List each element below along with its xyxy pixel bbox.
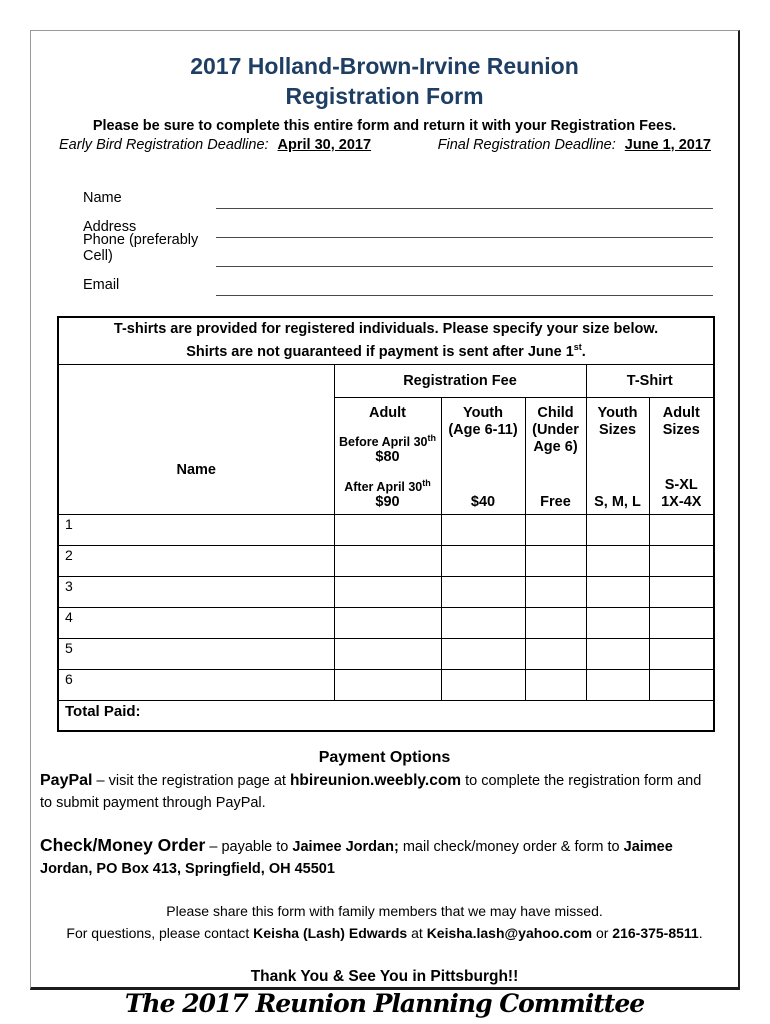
adult-before-price-block: Before April 30th $80	[339, 433, 436, 466]
contact-phone: 216-375-8511	[612, 924, 699, 941]
form-title-line1: 2017 Holland-Brown-Irvine Reunion	[190, 53, 579, 79]
form-page	[30, 30, 740, 1019]
final-deadline-label: Final Registration Deadline:	[437, 137, 616, 153]
final-deadline	[438, 137, 711, 153]
name-field-row	[31, 180, 738, 209]
payee-name: Jaimee Jordan;	[292, 839, 399, 856]
adult-sizes-title: Adult Sizes	[662, 404, 700, 438]
early-deadline-label: Early Bird Registration Deadline:	[59, 137, 269, 153]
table-row	[58, 576, 714, 607]
tshirt-note	[58, 317, 714, 364]
youth-size-cell[interactable]	[586, 514, 649, 545]
email-field-label: Email	[83, 277, 120, 293]
adult-fee-cell[interactable]	[334, 638, 441, 669]
row-number[interactable]: 5	[58, 638, 334, 669]
youth-size-cell[interactable]	[586, 607, 649, 638]
adult-size-cell[interactable]	[649, 669, 714, 700]
registration-table	[57, 316, 715, 732]
youth-sizes-header	[586, 397, 649, 514]
registration-site-link[interactable]: hbireunion.weebly.com	[289, 772, 462, 790]
adult-fee-cell[interactable]	[334, 607, 441, 638]
row-number[interactable]: 4	[58, 607, 334, 638]
paypal-paragraph: PayPal – visit the registration page at hbireunion.weebly.com to complete the registration form and to submit payment through PayPal.	[40, 772, 702, 811]
youth-sizes-value: S, M, L	[594, 493, 641, 510]
name-field-label: Name	[83, 190, 122, 206]
table-row	[58, 607, 714, 638]
phone-field-line[interactable]	[216, 243, 713, 267]
child-fee-cell[interactable]	[525, 607, 586, 638]
adult-size-cell[interactable]	[649, 638, 714, 669]
child-fee-price: Free	[540, 493, 571, 510]
address-field-label: Address	[83, 219, 137, 235]
form-title-line2: Registration Form	[285, 83, 484, 109]
table-row	[58, 638, 714, 669]
adult-size-cell[interactable]	[649, 545, 714, 576]
tshirt-group-header: T-Shirt	[586, 364, 714, 397]
youth-fee-title-block: Youth (Age 6-11)	[448, 404, 518, 438]
contact-email[interactable]: Keisha.lash@yahoo.com	[426, 924, 593, 941]
address-field-line[interactable]	[216, 214, 713, 238]
adult-sizes-header	[649, 397, 714, 514]
tshirt-note-row	[58, 317, 714, 364]
table-row	[58, 514, 714, 545]
table-row	[58, 669, 714, 700]
youth-fee-header	[441, 397, 525, 514]
row-number[interactable]: 2	[58, 545, 334, 576]
total-paid-label[interactable]: Total Paid:	[58, 700, 714, 731]
adult-fee-header	[334, 397, 441, 514]
registration-fee-group-header: Registration Fee	[334, 364, 586, 397]
child-fee-title-block: Child (Under Age 6)	[532, 404, 579, 455]
adult-fee-cell[interactable]	[334, 545, 441, 576]
deadlines-row	[31, 137, 738, 153]
check-lead: Check/Money Order	[40, 835, 206, 856]
youth-size-cell[interactable]	[586, 669, 649, 700]
paypal-lead: PayPal	[40, 772, 93, 790]
row-number[interactable]: 6	[58, 669, 334, 700]
tshirt-note-line1: T-shirts are provided for registered individuals. Please specify your size below.	[113, 321, 659, 337]
adult-sizes-value: S-XL 1X-4X	[661, 476, 702, 510]
thank-you-text: Thank You & See You in Pittsburgh!!	[250, 968, 519, 986]
youth-size-cell[interactable]	[586, 638, 649, 669]
adult-size-cell[interactable]	[649, 576, 714, 607]
youth-fee-price: $40	[470, 493, 496, 510]
youth-fee-cell[interactable]	[441, 638, 525, 669]
table-row	[58, 545, 714, 576]
early-deadline-date: April 30, 2017	[277, 137, 372, 153]
adult-fee-cell[interactable]	[334, 576, 441, 607]
row-number[interactable]: 1	[58, 514, 334, 545]
group-header-row	[58, 364, 714, 397]
name-field-line[interactable]	[216, 185, 713, 209]
early-bird-deadline	[59, 137, 371, 153]
child-fee-header	[525, 397, 586, 514]
child-fee-cell[interactable]	[525, 669, 586, 700]
check-paragraph: Check/Money Order – payable to Jaimee Jordan; mail check/money order & form to Jaimee Jordan, PO Box 413, Springfield, OH 45501	[40, 835, 673, 877]
youth-fee-cell[interactable]	[441, 576, 525, 607]
youth-sizes-title: Youth Sizes	[597, 404, 638, 438]
phone-field-label: Phone (preferably Cell)	[83, 232, 199, 264]
adult-fee-cell[interactable]	[334, 514, 441, 545]
adult-fee-title: Adult	[368, 404, 407, 421]
child-fee-cell[interactable]	[525, 545, 586, 576]
youth-fee-cell[interactable]	[441, 514, 525, 545]
phone-field-row	[31, 232, 738, 267]
row-number[interactable]: 3	[58, 576, 334, 607]
contact-fields	[31, 180, 738, 296]
questions-note: For questions, please contact Keisha (Lash) Edwards at Keisha.lash@yahoo.com or 216-375-8511.	[66, 924, 703, 941]
child-fee-cell[interactable]	[525, 576, 586, 607]
form-title	[31, 51, 738, 111]
total-paid-row	[58, 700, 714, 731]
youth-fee-cell[interactable]	[441, 669, 525, 700]
adult-after-price-block: After April 30th $90	[344, 477, 431, 510]
signature-text: The 2017 Reunion Planning Committee	[124, 989, 645, 1019]
tshirt-note-line2: Shirts are not guaranteed if payment is sent after June 1st.	[186, 342, 586, 360]
youth-fee-cell[interactable]	[441, 545, 525, 576]
youth-size-cell[interactable]	[586, 545, 649, 576]
share-note: Please share this form with family members that we may have missed.	[166, 903, 603, 920]
youth-fee-cell[interactable]	[441, 607, 525, 638]
payment-options-heading: Payment Options	[318, 749, 451, 767]
adult-fee-cell[interactable]	[334, 669, 441, 700]
child-fee-cell[interactable]	[525, 514, 586, 545]
footer-notes	[31, 901, 738, 944]
final-deadline-date: June 1, 2017	[624, 137, 711, 153]
instruction-text: Please be sure to complete this entire form and return it with your Registration Fees.	[92, 118, 677, 134]
email-field-row	[31, 267, 738, 296]
adult-size-cell[interactable]	[649, 607, 714, 638]
child-fee-cell[interactable]	[525, 638, 586, 669]
youth-size-cell[interactable]	[586, 576, 649, 607]
contact-person: Keisha (Lash) Edwards	[253, 924, 408, 941]
mailing-address: Jaimee Jordan, PO Box 413, Springfield, OH 45501	[40, 839, 673, 877]
email-field-line[interactable]	[216, 272, 713, 296]
adult-size-cell[interactable]	[649, 514, 714, 545]
name-column-header: Name	[58, 364, 334, 514]
